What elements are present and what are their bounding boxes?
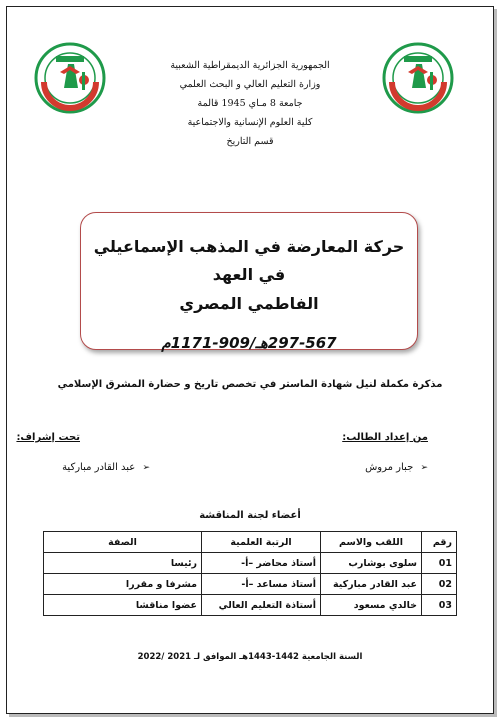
thesis-title-line1: حركة المعارضة في المذهب الإسماعيلي في العهد — [93, 237, 405, 284]
header-department: قسم التاريخ — [226, 136, 274, 147]
header-university: جامعة 8 مـاي 1945 قالمة — [197, 98, 303, 109]
university-logo-right — [382, 42, 454, 114]
cell-number: 01 — [422, 553, 457, 574]
thesis-title-box — [80, 212, 418, 350]
student-name-row — [365, 462, 428, 473]
supervisor-label: تحت إشراف: — [16, 432, 80, 443]
cell-name: عبد القادر مباركية — [321, 574, 422, 595]
cell-number: 02 — [422, 574, 457, 595]
header-republic: الجمهورية الجزائرية الديمقراطية الشعبية — [170, 60, 330, 71]
col-rank: الرتبة العلمية — [202, 532, 321, 553]
jury-table — [43, 531, 457, 616]
student-label: من إعداد الطالب: — [342, 432, 428, 443]
arrow-bullet-icon: ➢ — [142, 463, 150, 473]
cell-number: 03 — [422, 595, 457, 616]
cell-rank: أستاذ محاضر –أ- — [202, 553, 321, 574]
jury-header-row — [44, 532, 457, 553]
committee-title: أعضاء لجنة المناقشة — [199, 510, 301, 521]
col-name: اللقب والاسم — [321, 532, 422, 553]
student-name: جبار مروش — [365, 462, 414, 473]
header-faculty: كلية العلوم الإنسانية والاجتماعية — [187, 117, 313, 128]
col-number: رقم — [422, 532, 457, 553]
thesis-period: 297-567هـ/909-1171م — [161, 334, 337, 352]
supervisor-name-row — [62, 462, 150, 473]
degree-statement: مذكرة مكملة لنيل شهادة الماستر في تخصص تاريخ و حضارة المشرق الإسلامي — [57, 379, 443, 390]
cell-rank: أستاذة التعليم العالي — [202, 595, 321, 616]
cell-name: خالدي مسعود — [321, 595, 422, 616]
university-logo-left — [34, 42, 106, 114]
cell-rank: أستاذ مساعد –أ- — [202, 574, 321, 595]
thesis-title-line2: الفاطمي المصري — [179, 294, 319, 313]
academic-year: السنة الجامعية 1442-1443هـ الموافق لـ 2021 /2022 — [137, 652, 363, 662]
supervisor-name: عبد القادر مباركية — [62, 462, 136, 473]
cell-name: سلوى بوشارب — [321, 553, 422, 574]
institution-header — [150, 56, 350, 151]
cell-role: عضوا مناقشا — [44, 595, 202, 616]
table-row — [44, 574, 457, 595]
header-ministry: وزارة التعليم العالي و البحث العلمي — [179, 79, 321, 90]
arrow-bullet-icon: ➢ — [420, 463, 428, 473]
cell-role: رئيسا — [44, 553, 202, 574]
table-row — [44, 553, 457, 574]
col-role: الصفة — [44, 532, 202, 553]
table-row — [44, 595, 457, 616]
cell-role: مشرفا و مقررا — [44, 574, 202, 595]
